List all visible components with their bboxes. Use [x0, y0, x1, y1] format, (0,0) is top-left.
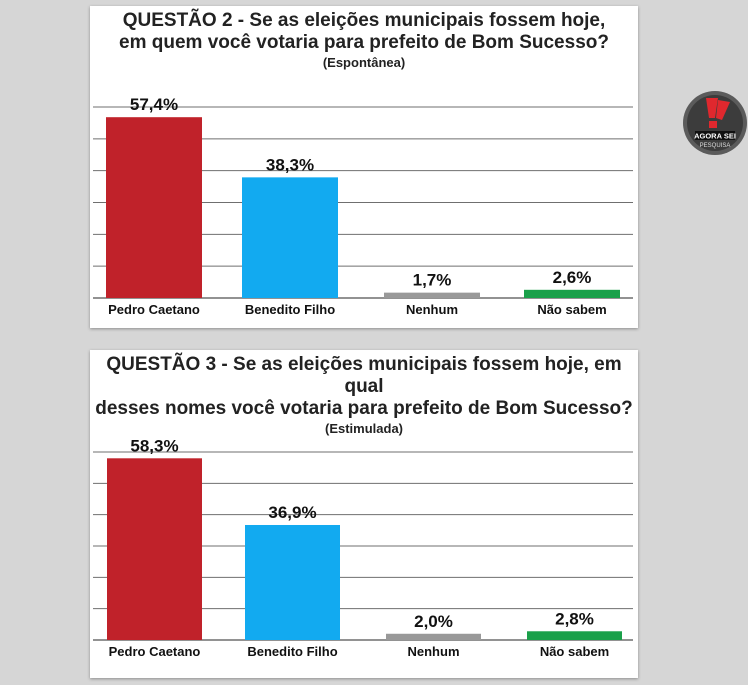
category-label-nenhum: Nenhum [407, 644, 460, 659]
title-line-1: QUESTÃO 2 - Se as eleições municipais fossem hoje, [122, 10, 606, 31]
logo-text-bottom: PESQUISA [699, 143, 731, 149]
title-line-2: desses nomes você votaria para prefeito de Bom Sucesso? [95, 398, 633, 419]
chart-panel-q2 [90, 6, 736, 328]
bar-nenhum [386, 634, 481, 640]
bar-chart-q3 [90, 350, 638, 678]
data-label-benedito-filho: 36,9% [268, 502, 317, 522]
bar-nenhum [384, 293, 480, 298]
data-label-pedro-caetano: 58,3% [130, 436, 179, 456]
title-line-1: QUESTÃO 3 - Se as eleições municipais fossem hoje, em qual [106, 354, 622, 397]
agorasei-logo [682, 90, 748, 161]
category-label-benedito-filho: Benedito Filho [247, 644, 338, 659]
bar-benedito-filho [242, 177, 338, 298]
category-label-pedro-caetano: Pedro Caetano [108, 302, 200, 317]
bar-chart-q2 [90, 6, 638, 328]
data-label-nenhum: 1,7% [412, 270, 452, 290]
data-label-pedro-caetano: 57,4% [129, 95, 179, 115]
chart-subtitle-q3: (Estimulada) [324, 421, 403, 436]
bar-pedro-caetano [106, 117, 202, 298]
bar-nao-sabem [524, 290, 620, 298]
bar-pedro-caetano [107, 458, 202, 640]
data-label-nao-sabem: 2,8% [555, 609, 594, 629]
chart-panel-q3 [90, 350, 638, 678]
data-label-nao-sabem: 2,6% [552, 267, 592, 287]
category-label-benedito-filho: Benedito Filho [244, 302, 336, 317]
category-label-nao-sabem: Não sabem [537, 302, 607, 317]
logo-text-top: AGORA SEI [694, 131, 736, 141]
chart-subtitle-q2: (Espontânea) [322, 55, 406, 70]
data-label-benedito-filho: 38,3% [265, 155, 315, 175]
category-label-nenhum: Nenhum [406, 302, 458, 317]
data-label-nenhum: 2,0% [414, 611, 453, 631]
bar-nao-sabem [527, 631, 622, 640]
bar-benedito-filho [245, 525, 340, 640]
category-label-pedro-caetano: Pedro Caetano [108, 644, 201, 659]
category-label-nao-sabem: Não sabem [539, 644, 610, 659]
title-line-2: em quem você votaria para prefeito de Bom Sucesso? [119, 32, 609, 53]
